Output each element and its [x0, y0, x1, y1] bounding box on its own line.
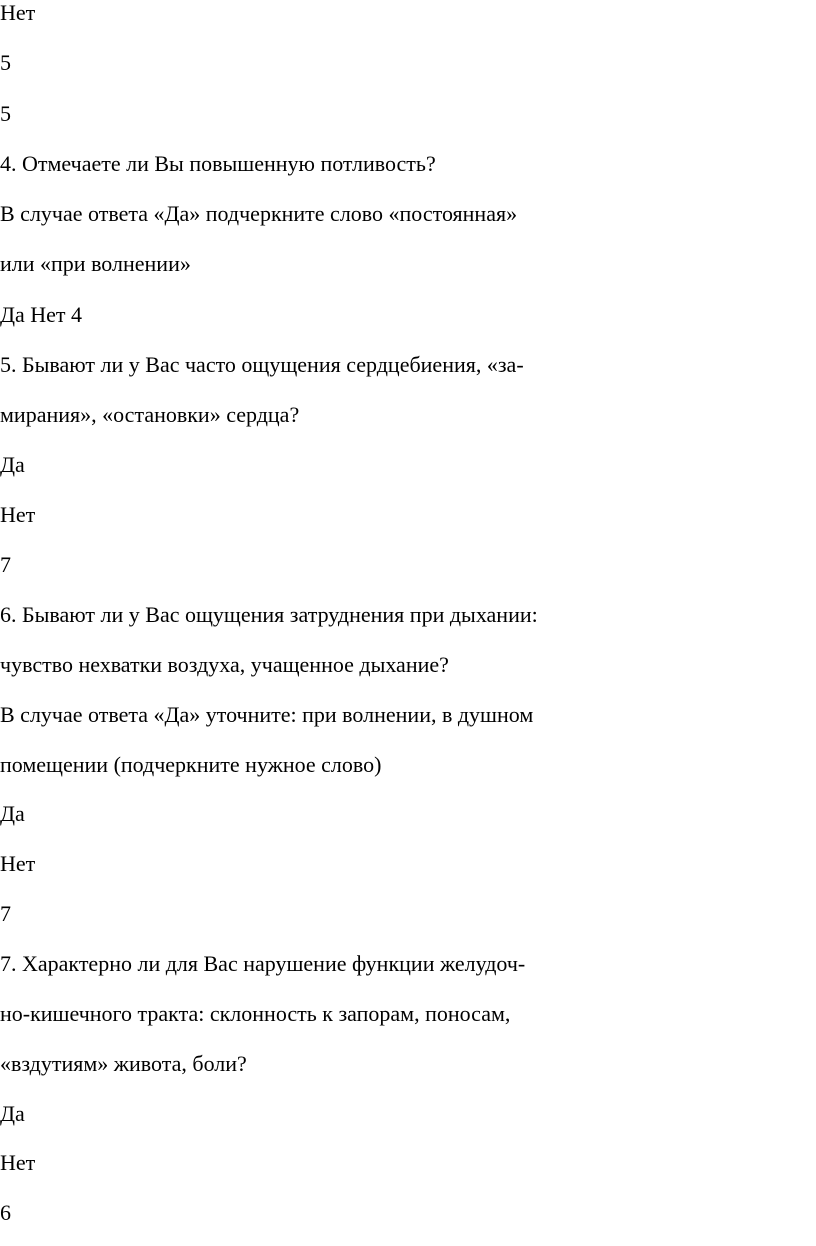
score-value: 7	[0, 901, 11, 926]
score-value: 7	[0, 552, 11, 577]
question-5-cont: мирания», «остановки» сердца?	[0, 402, 300, 427]
question-6-cont: чувство нехватки воздуха, учащенное дыхание?	[0, 652, 449, 677]
question-6-note-cont: помещении (подчеркните нужное слово)	[0, 752, 382, 777]
score-value: 5	[0, 50, 11, 75]
question-5: 5. Бывают ли у Вас часто ощущения сердцебиения, «за-	[0, 352, 524, 377]
question-4-note-cont: или «при волнении»	[0, 251, 191, 276]
answer-yes: Да	[0, 1101, 25, 1126]
question-4-note: В случае ответа «Да» подчеркните слово «постоянная»	[0, 201, 518, 226]
score-value: 5	[0, 101, 11, 126]
question-7: 7. Характерно ли для Вас нарушение функции желудоч-	[0, 951, 526, 976]
question-6-note: В случае ответа «Да» уточните: при волнении, в душном	[0, 702, 534, 727]
score-value: 6	[0, 1200, 11, 1225]
answer-no: Нет	[0, 1150, 36, 1175]
question-7-cont-2: «вздутиям» живота, боли?	[0, 1051, 247, 1076]
question-6: 6. Бывают ли у Вас ощущения затруднения при дыхании:	[0, 602, 538, 627]
answer-yes: Да	[0, 452, 25, 477]
answer-no: Нет	[0, 0, 36, 25]
answer-yes: Да	[0, 801, 25, 826]
question-7-cont: но-кишечного тракта: склонность к запорам, поносам,	[0, 1001, 511, 1026]
question-4: 4. Отмечаете ли Вы повышенную потливость?	[0, 151, 436, 176]
answer-no: Нет	[0, 502, 36, 527]
answer-no: Нет	[0, 851, 36, 876]
question-4-answers: Да Нет 4	[0, 302, 83, 327]
